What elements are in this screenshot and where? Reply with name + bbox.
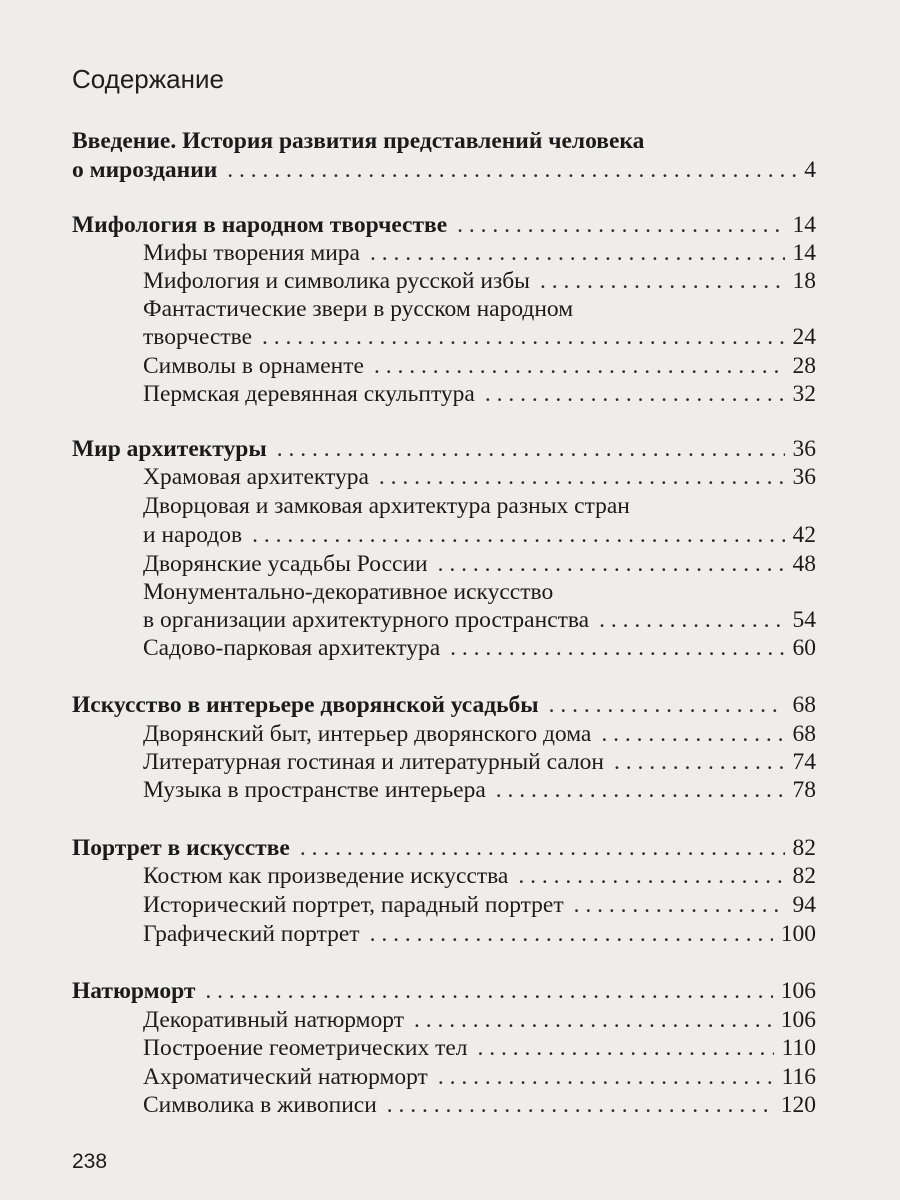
page-number: 18	[792, 268, 816, 294]
toc-item[interactable]: Пермская деревянная скульптура . . . 32	[143, 380, 816, 409]
leader-dots	[205, 977, 772, 1006]
toc-item[interactable]: и народов . . . 42	[143, 521, 816, 550]
toc-item[interactable]: Музыка в пространстве интерьера . . . 78	[143, 776, 816, 805]
page-number: 100	[780, 921, 816, 947]
toc-item[interactable]: Символика в живописи . . . 120	[143, 1091, 816, 1120]
toc-item[interactable]: Исторический портрет, парадный портрет . . . 94	[143, 891, 816, 920]
toc-item[interactable]: Дворянский быт, интерьер дворянского дома . . . 68	[143, 720, 816, 749]
page-number-folio: 238	[72, 1150, 108, 1173]
toc-item[interactable]: Костюм как произведение искусства . . . 82	[143, 862, 816, 891]
toc-section-entry[interactable]: Портрет в искусстве . . . 82	[72, 834, 816, 863]
page-number: 78	[792, 777, 816, 803]
page-number: 74	[792, 749, 816, 775]
toc-item-line[interactable]: Монументально-декоративное искусство	[143, 579, 554, 605]
leader-dots	[496, 776, 785, 805]
leader-dots	[370, 920, 773, 949]
page-number: 116	[781, 1064, 816, 1090]
toc-item[interactable]: Мифы творения мира . . . 14	[143, 239, 816, 268]
page-number: 82	[792, 863, 816, 889]
toc-section-entry[interactable]: Натюрморт . . . 106	[72, 977, 816, 1006]
toc-item-line[interactable]: Фантастические звери в русском народном	[143, 296, 574, 322]
page-number: 68	[792, 692, 816, 718]
toc-item[interactable]: Построение геометрических тел . . . 110	[143, 1034, 816, 1063]
toc-section-entry[interactable]: Искусство в интерьере дворянской усадьбы . . . 68	[72, 691, 816, 720]
page-heading: Содержание	[72, 64, 224, 94]
toc-item[interactable]: Символы в орнаменте . . . 28	[143, 352, 816, 381]
leader-dots	[614, 748, 784, 777]
page-number: 14	[792, 212, 816, 238]
leader-dots	[478, 1034, 774, 1063]
page-number: 106	[780, 1007, 816, 1033]
toc-section-entry[interactable]: о мироздании . . . 4	[72, 156, 816, 185]
toc-item[interactable]: Ахроматический натюрморт . . . 116	[143, 1063, 816, 1092]
page-number: 36	[792, 464, 816, 490]
page-number: 28	[792, 353, 816, 379]
page-number: 32	[792, 381, 816, 407]
page-number: 48	[792, 551, 816, 577]
leader-dots	[601, 720, 784, 749]
page-number: 54	[792, 607, 816, 633]
leader-dots	[277, 435, 785, 464]
toc-section-entry[interactable]: Мир архитектуры . . . 36	[72, 435, 816, 464]
page-number: 94	[792, 892, 816, 918]
leader-dots	[379, 463, 785, 492]
toc-section-title[interactable]: Введение. История развития представлений человека	[72, 128, 645, 154]
page-number: 36	[792, 436, 816, 462]
page-number: 110	[781, 1035, 816, 1061]
toc-item[interactable]: Литературная гостиная и литературный салон . . . 74	[143, 748, 816, 777]
toc-item[interactable]: Садово-парковая архитектура . . . 60	[143, 634, 816, 663]
page-number: 106	[780, 978, 816, 1004]
leader-dots	[387, 1091, 773, 1120]
leader-dots	[252, 521, 784, 550]
toc-item[interactable]: Графический портрет . . . 100	[143, 920, 816, 949]
page-number: 68	[792, 721, 816, 747]
leader-dots	[262, 323, 784, 352]
leader-dots	[300, 834, 785, 863]
leader-dots	[549, 691, 785, 720]
leader-dots	[574, 891, 785, 920]
page-number: 42	[792, 522, 816, 548]
toc-item[interactable]: Дворянские усадьбы России . . . 48	[143, 550, 816, 579]
leader-dots	[374, 352, 785, 381]
toc-section-entry[interactable]: Мифология в народном творчестве . . . 14	[72, 211, 816, 240]
leader-dots	[457, 211, 784, 240]
leader-dots	[485, 380, 785, 409]
toc-item[interactable]: в организации архитектурного пространства . . . 54	[143, 606, 816, 635]
page-number: 120	[780, 1092, 816, 1118]
toc-item[interactable]: творчестве . . . 24	[143, 323, 816, 352]
toc-item-line[interactable]: Дворцовая и замковая архитектура разных стран	[143, 493, 630, 519]
leader-dots	[438, 550, 785, 579]
toc-item[interactable]: Мифология и символика русской избы . . . 18	[143, 267, 816, 296]
page-number: 60	[792, 635, 816, 661]
leader-dots	[540, 267, 785, 296]
leader-dots	[414, 1006, 773, 1035]
leader-dots	[599, 606, 784, 635]
page-number: 14	[792, 240, 816, 266]
leader-dots	[518, 862, 784, 891]
page-number: 24	[792, 324, 816, 350]
leader-dots	[438, 1063, 774, 1092]
toc-item[interactable]: Храмовая архитектура . . . 36	[143, 463, 816, 492]
leader-dots	[227, 156, 796, 185]
page-number: 4	[804, 157, 816, 183]
toc-item[interactable]: Декоративный натюрморт . . . 106	[143, 1006, 816, 1035]
leader-dots	[450, 634, 784, 663]
leader-dots	[370, 239, 785, 268]
page-number: 82	[792, 835, 816, 861]
